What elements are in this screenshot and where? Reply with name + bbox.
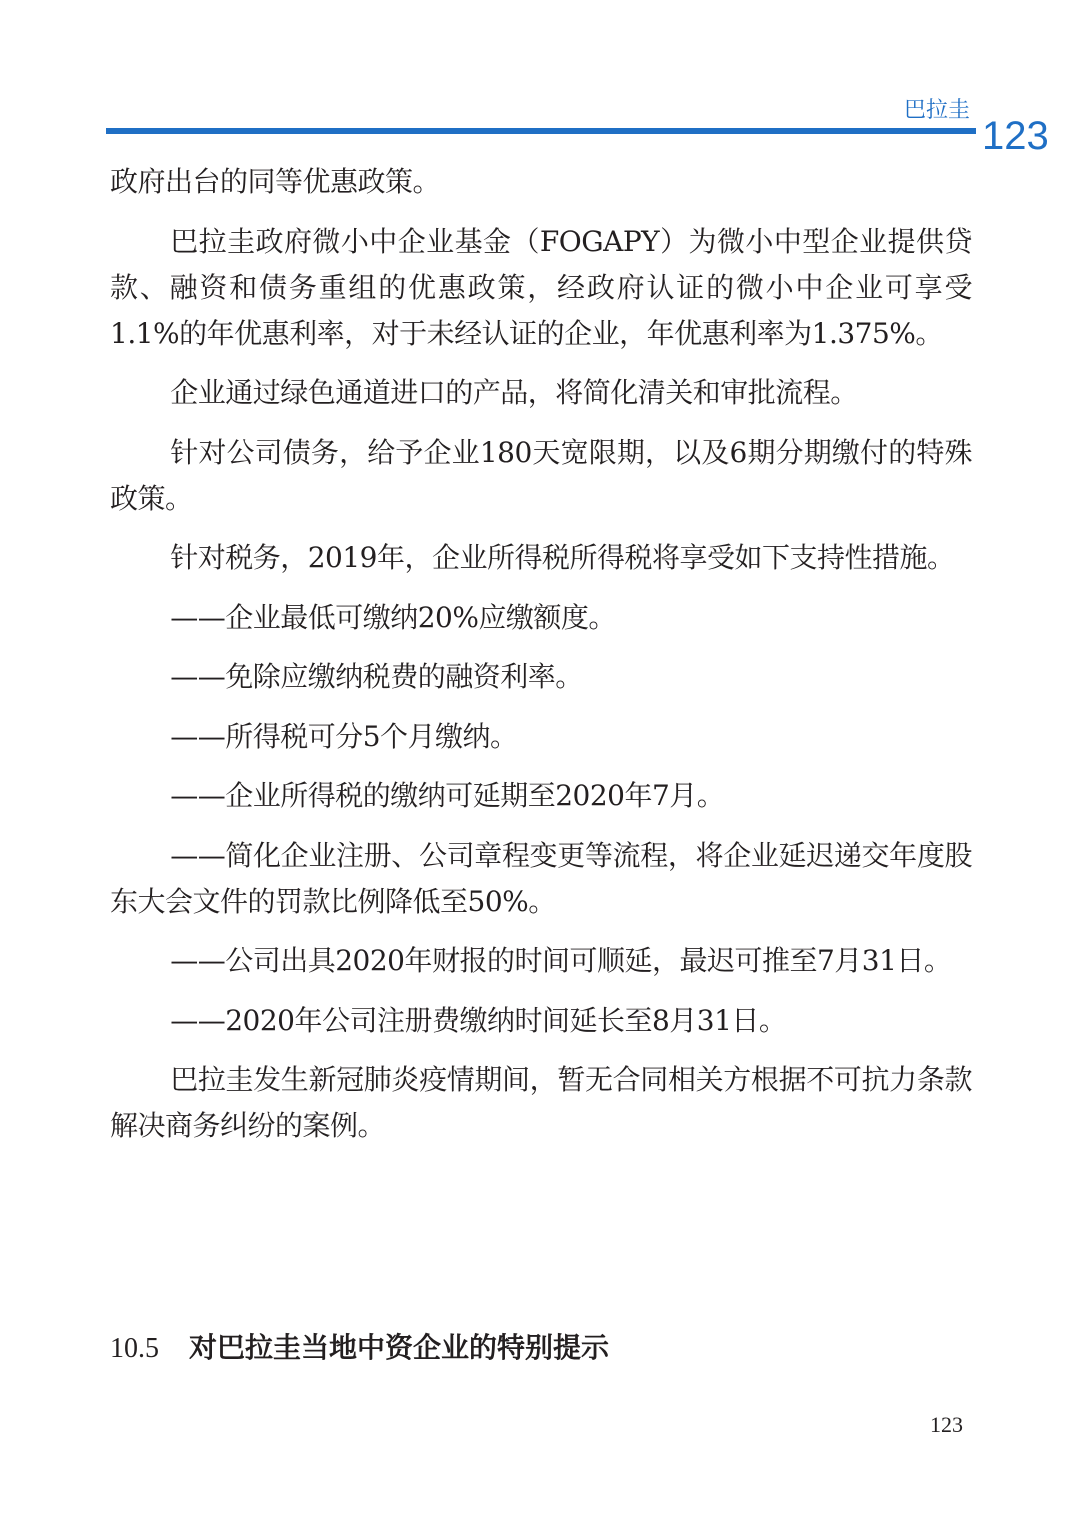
list-item: ——企业最低可缴纳20%应缴额度。: [170, 600, 616, 634]
section-heading: [110, 1325, 609, 1372]
paragraph: 政府出台的同等优惠政策。: [110, 165, 441, 198]
list-item: ——2020年公司注册费缴纳时间延长至8月31日。: [170, 1003, 787, 1037]
paragraph: 巴拉圭政府微小中企业基金（FOGAPY）为微小中型企业提供贷款、融资和债务重组的优惠政策，经政府认证的微小中企业可享受1.1%的年优惠利率，对于未经认证的企业，年优惠利率为1.375%。: [110, 224, 972, 350]
list-item: ——企业所得税的缴纳可延期至2020年7月。: [170, 779, 725, 812]
list-item: ——简化企业注册、公司章程变更等流程，将企业延迟递交年度股东大会文件的罚款比例降低至50%。: [110, 838, 972, 918]
paragraph: 企业通过绿色通道进口的产品，将简化清关和审批流程。: [170, 376, 858, 409]
paragraph: 针对税务，2019年，企业所得税所得税将享受如下支持性措施。: [170, 541, 955, 574]
footer-page-number: 123: [930, 1412, 963, 1437]
paragraph: 针对公司债务，给予企业180天宽限期，以及6期分期缴付的特殊政策。: [110, 435, 972, 515]
list-item: ——公司出具2020年财报的时间可顺延，最迟可推至7月31日。: [170, 944, 952, 977]
list-item: ——免除应缴纳税费的融资利率。: [170, 660, 583, 693]
paragraph: 巴拉圭发生新冠肺炎疫情期间，暂无合同相关方根据不可抗力条款解决商务纠纷的案例。: [110, 1063, 972, 1142]
section-title: 对巴拉圭当地中资企业的特别提示: [189, 1331, 610, 1364]
section-number: 10.5: [110, 1333, 159, 1364]
list-item: ——所得税可分5个月缴纳。: [170, 719, 518, 753]
body-text: [110, 159, 972, 1163]
header-page-number: 123: [982, 114, 1049, 158]
running-header-title: 巴拉圭: [904, 98, 971, 123]
header-rule: [106, 128, 976, 134]
